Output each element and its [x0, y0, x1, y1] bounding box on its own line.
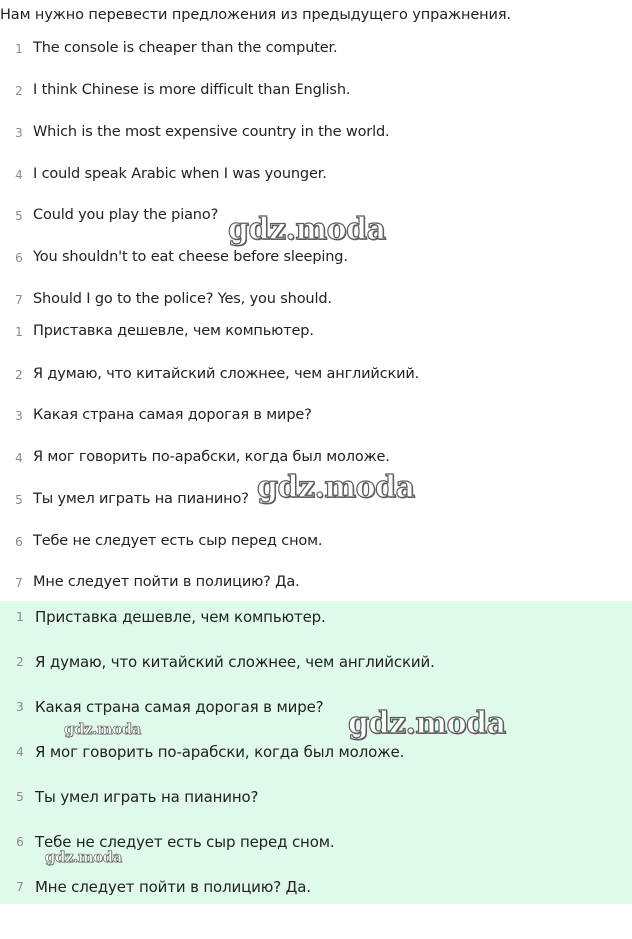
list-item	[0, 407, 632, 427]
item-number: 2	[15, 84, 23, 98]
item-number: 2	[16, 655, 24, 669]
item-number: 3	[15, 126, 23, 140]
item-number: 7	[15, 576, 23, 590]
item-number: 6	[15, 251, 23, 265]
list-item	[0, 166, 632, 186]
list-item	[0, 366, 632, 386]
item-text: Ты умел играть на пианино?	[35, 788, 259, 806]
item-number: 3	[16, 700, 24, 714]
item-text: Я мог говорить по-арабски, когда был моложе.	[35, 743, 405, 761]
item-text: Тебе не следует есть сыр перед сном.	[33, 533, 323, 549]
item-text: Could you play the piano?	[33, 207, 219, 223]
item-number: 3	[15, 409, 23, 423]
list-item	[0, 249, 632, 269]
item-number: 4	[16, 745, 24, 759]
item-text: Какая страна самая дорогая в мире?	[35, 698, 324, 716]
item-number: 5	[15, 209, 23, 223]
list-item	[0, 653, 632, 673]
list-item	[0, 124, 632, 144]
list-item	[0, 608, 632, 628]
list-item	[0, 698, 632, 718]
item-number: 1	[15, 325, 23, 339]
watermark: gdz.moda	[45, 848, 122, 866]
list-item	[0, 40, 632, 60]
item-text: Should I go to the police? Yes, you should.	[33, 291, 332, 307]
watermark: gdz.moda	[228, 212, 386, 247]
list-item	[0, 574, 632, 594]
list-item	[0, 449, 632, 469]
list-item	[0, 533, 632, 553]
item-text: The console is cheaper than the computer.	[33, 40, 338, 56]
list-item	[0, 323, 632, 343]
item-number: 7	[15, 293, 23, 307]
item-number: 4	[15, 451, 23, 465]
item-number: 6	[15, 535, 23, 549]
list-item	[0, 878, 632, 898]
item-number: 5	[16, 790, 24, 804]
item-number: 1	[15, 42, 23, 56]
item-text: Тебе не следует есть сыр перед сном.	[35, 833, 335, 851]
list-item	[0, 82, 632, 102]
list-item	[0, 788, 632, 808]
list-item	[0, 743, 632, 763]
item-text: Ты умел играть на пианино?	[33, 491, 249, 507]
intro-text: Нам нужно перевести предложения из предыдущего упражнения.	[0, 7, 512, 23]
item-text: I think Chinese is more difficult than English.	[33, 82, 351, 98]
item-number: 6	[16, 835, 24, 849]
item-text: Я думаю, что китайский сложнее, чем английский.	[35, 653, 435, 671]
item-number: 1	[16, 610, 24, 624]
item-text: Какая страна самая дорогая в мире?	[33, 407, 312, 423]
item-number: 7	[16, 880, 24, 894]
item-text: Мне следует пойти в полицию? Да.	[35, 878, 311, 896]
item-text: Приставка дешевле, чем компьютер.	[33, 323, 314, 339]
watermark: gdz.moda	[64, 720, 141, 738]
watermark: gdz.moda	[348, 706, 506, 741]
item-text: I could speak Arabic when I was younger.	[33, 166, 327, 182]
item-text: Приставка дешевле, чем компьютер.	[35, 608, 326, 626]
item-text: Я думаю, что китайский сложнее, чем английский.	[33, 366, 420, 382]
item-text: Which is the most expensive country in the world.	[33, 124, 390, 140]
item-text: You shouldn't to eat cheese before sleeping.	[33, 249, 348, 265]
item-number: 5	[15, 493, 23, 507]
item-number: 2	[15, 368, 23, 382]
watermark: gdz.moda	[257, 470, 415, 505]
list-item	[0, 291, 632, 311]
item-number: 4	[15, 168, 23, 182]
item-text: Я мог говорить по-арабски, когда был моложе.	[33, 449, 390, 465]
item-text: Мне следует пойти в полицию? Да.	[33, 574, 300, 590]
